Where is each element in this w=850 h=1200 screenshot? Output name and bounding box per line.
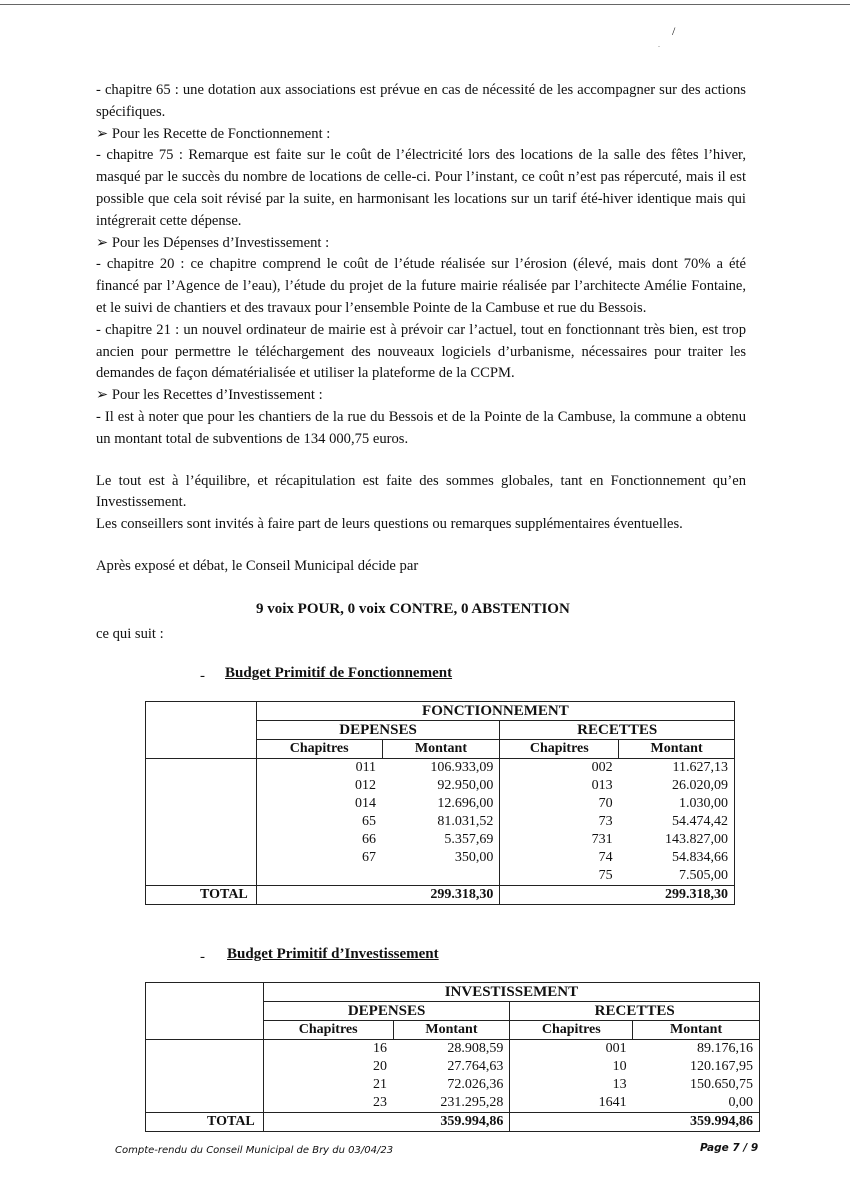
invest-rec-col-montant: Montant xyxy=(633,1021,760,1040)
fonct-rec-montant: 54.474,42 xyxy=(619,813,735,831)
table-row xyxy=(146,1094,760,1113)
paragraph-expose: Après exposé et débat, le Conseil Municipal décide par xyxy=(96,557,419,574)
fonct-rec-col-montant: Montant xyxy=(619,740,735,759)
fonct-dep-montant: 92.950,00 xyxy=(382,777,500,795)
invest-rec-chapitre: 13 xyxy=(612,1077,627,1092)
fonct-rec-montant: 11.627,13 xyxy=(619,759,735,778)
pen-mark: / xyxy=(672,24,676,38)
invest-rec-col-chapitres: Chapitres xyxy=(510,1021,633,1040)
heading-depenses-investissement: ➢ Pour les Dépenses d’Investissement : xyxy=(96,234,330,251)
paragraph-chapitre-75: - chapitre 75 : Remarque est faite sur le coût de l’électricité lors des locations de la salle des fêtes l’hiver, masqué par le succès du nombre de locations de celle-ci. Pour l’instant, ce coût n’est pas répercuté, mais il est possible que cela soit révisé par la suite, en harmonisant les locations sur un tarif été-hiver identique mais qui intégrerait cette dépense. xyxy=(96,147,746,229)
table-row xyxy=(146,1058,760,1076)
body-text xyxy=(96,80,746,578)
fonct-dep-montant: 81.031,52 xyxy=(382,813,500,831)
fonct-dep-chapitre: 012 xyxy=(355,778,377,793)
fonct-dep-col-montant: Montant xyxy=(382,740,500,759)
table-row xyxy=(146,813,735,831)
invest-total-depenses: 359.994,86 xyxy=(263,1113,510,1132)
fonct-rec-chapitre: 75 xyxy=(598,868,613,883)
footer-title: Compte-rendu du Conseil Municipal de Bry du 03/04/23 xyxy=(115,1145,394,1156)
table-row xyxy=(146,1040,760,1059)
invest-dep-chapitre: 21 xyxy=(373,1077,388,1092)
invest-header: INVESTISSEMENT xyxy=(263,983,759,1002)
fonct-dep-chapitre: 66 xyxy=(362,832,377,847)
table-row xyxy=(146,867,735,886)
fonct-depenses-header: DEPENSES xyxy=(256,721,500,740)
invest-dep-chapitre: 20 xyxy=(373,1059,388,1074)
heading-recettes-investissement: ➢ Pour les Recettes d’Investissement : xyxy=(96,387,323,404)
fonct-total-label: TOTAL xyxy=(146,886,257,905)
fonct-total-depenses: 299.318,30 xyxy=(256,886,500,905)
table-row xyxy=(146,777,735,795)
fonctionnement-title: Budget Primitif de Fonctionnement xyxy=(225,665,453,681)
invest-rec-chapitre: 001 xyxy=(605,1041,627,1056)
table-row xyxy=(146,759,735,778)
fonct-dep-montant: 350,00 xyxy=(382,849,500,867)
total-row xyxy=(146,886,735,905)
fonct-rec-chapitre: 74 xyxy=(598,850,613,865)
fonct-dep-montant: 5.357,69 xyxy=(382,831,500,849)
fonct-dep-chapitre: 65 xyxy=(362,814,377,829)
fonct-total-recettes: 299.318,30 xyxy=(500,886,735,905)
paragraph-equilibre: Le tout est à l’équilibre, et récapitulation est faite des sommes globales, tant en Fonctionnement qu’en Investissement. xyxy=(96,472,746,511)
fonct-dep-montant: 12.696,00 xyxy=(382,795,500,813)
invest-dep-montant: 28.908,59 xyxy=(393,1040,510,1059)
fonct-rec-montant: 143.827,00 xyxy=(619,831,735,849)
invest-total-label: TOTAL xyxy=(146,1113,264,1132)
top-rule xyxy=(0,4,850,5)
fonct-dep-col-chapitres: Chapitres xyxy=(256,740,382,759)
table-row xyxy=(146,795,735,813)
paragraph-chapitre-20: - chapitre 20 : ce chapitre comprend le coût de l’étude réalisée sur l’érosion (élevé, mais dont 70% a été financé par l’Agence de l’eau), l’étude du projet de la future mairie réalisée par l’architecte Amélie Fontaine, et le suivi de chantiers et des travaux pour l’ensemble Pointe de la Cambuse et rue du Bessois. xyxy=(96,256,746,316)
fonct-rec-montant: 1.030,00 xyxy=(619,795,735,813)
invest-total-recettes: 359.994,86 xyxy=(510,1113,760,1132)
invest-dep-col-chapitres: Chapitres xyxy=(263,1021,393,1040)
fonctionnement-table xyxy=(145,701,735,905)
fonct-dep-chapitre: 011 xyxy=(355,760,377,775)
fonct-rec-chapitre: 002 xyxy=(591,760,613,775)
invest-rec-chapitre: 10 xyxy=(612,1059,627,1074)
invest-depenses-header: DEPENSES xyxy=(263,1002,510,1021)
fonct-header: FONCTIONNEMENT xyxy=(256,702,734,721)
fonct-rec-chapitre: 013 xyxy=(591,778,613,793)
invest-rec-montant: 0,00 xyxy=(633,1094,760,1113)
vote-result: 9 voix POUR, 0 voix CONTRE, 0 ABSTENTION xyxy=(256,601,570,617)
invest-rec-montant: 89.176,16 xyxy=(633,1040,760,1059)
fonct-dep-chapitre: 014 xyxy=(355,796,377,811)
invest-dep-montant: 27.764,63 xyxy=(393,1058,510,1076)
fonct-dep-montant xyxy=(382,867,500,886)
fonct-rec-chapitre: 70 xyxy=(598,796,613,811)
table-row xyxy=(146,1076,760,1094)
investissement-dash: - xyxy=(200,949,205,965)
fonct-dep-montant: 106.933,09 xyxy=(382,759,500,778)
paragraph-chapitre-65: - chapitre 65 : une dotation aux associations est prévue en cas de nécessité de les accompagner sur des actions spécifiques. xyxy=(96,82,746,120)
paragraph-chapitre-21: - chapitre 21 : un nouvel ordinateur de mairie est à prévoir car l’actuel, tout en fonctionnant très bien, est trop ancien pour permettre le téléchargement des nouveaux logiciels d’urbanisme, nécessaires pour traiter les demandes de façon dématérialisée et utiliser la plateforme de la CCPM. xyxy=(96,321,746,382)
investissement-table xyxy=(145,982,760,1132)
investissement-title: Budget Primitif d’Investissement xyxy=(227,946,439,962)
table-row xyxy=(146,831,735,849)
table-row xyxy=(146,849,735,867)
invest-dep-chapitre: 16 xyxy=(373,1041,388,1056)
invest-recettes-header: RECETTES xyxy=(510,1002,760,1021)
fonctionnement-dash: - xyxy=(200,668,205,684)
ce-qui-suit: ce qui suit : xyxy=(96,626,164,642)
fonct-rec-montant: 54.834,66 xyxy=(619,849,735,867)
page-number: Page 7 / 9 xyxy=(700,1142,759,1154)
dot-mark: . xyxy=(658,40,660,49)
invest-dep-chapitre: 23 xyxy=(373,1095,388,1110)
fonct-recettes-header: RECETTES xyxy=(500,721,735,740)
total-row xyxy=(146,1113,760,1132)
invest-rec-chapitre: 1641 xyxy=(598,1095,627,1110)
invest-rec-montant: 120.167,95 xyxy=(633,1058,760,1076)
fonct-rec-chapitre: 731 xyxy=(591,832,613,847)
fonct-rec-col-chapitres: Chapitres xyxy=(500,740,619,759)
fonct-rec-chapitre: 73 xyxy=(598,814,613,829)
invest-dep-montant: 231.295,28 xyxy=(393,1094,510,1113)
fonct-corner-cell xyxy=(146,702,257,759)
heading-recettes-fonctionnement: ➢ Pour les Recette de Fonctionnement : xyxy=(96,125,331,142)
fonct-dep-chapitre xyxy=(256,867,382,886)
paragraph-subventions: - Il est à noter que pour les chantiers de la rue du Bessois et de la Pointe de la Cambuse, la commune a obtenu un montant total de subventions de 134 000,75 euros. xyxy=(96,408,746,447)
invest-dep-montant: 72.026,36 xyxy=(393,1076,510,1094)
invest-corner-cell xyxy=(146,983,264,1040)
paragraph-conseillers: Les conseillers sont invités à faire part de leurs questions ou remarques supplémentaires éventuelles. xyxy=(96,516,683,533)
fonct-rec-montant: 7.505,00 xyxy=(619,867,735,886)
fonct-dep-chapitre: 67 xyxy=(362,850,377,865)
fonct-rec-montant: 26.020,09 xyxy=(619,777,735,795)
invest-rec-montant: 150.650,75 xyxy=(633,1076,760,1094)
invest-dep-col-montant: Montant xyxy=(393,1021,510,1040)
